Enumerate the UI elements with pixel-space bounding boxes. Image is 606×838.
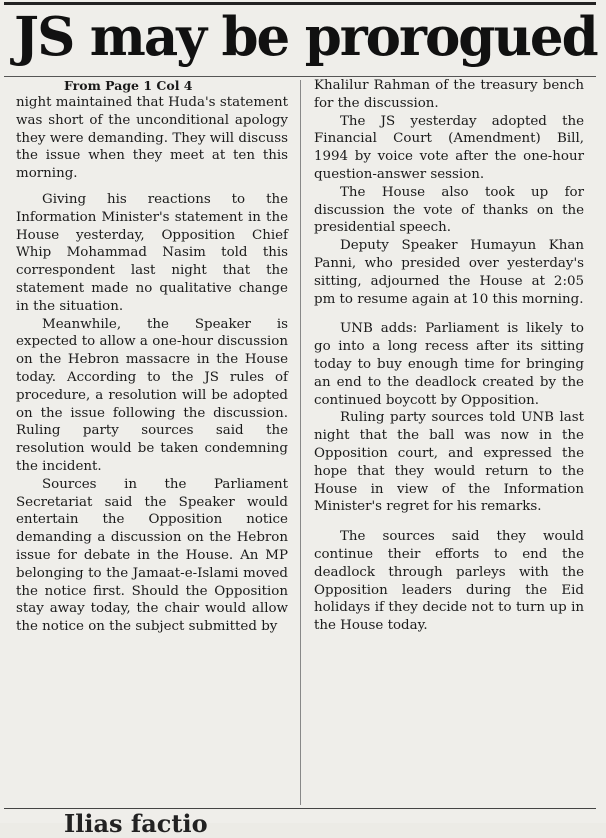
column-right	[314, 77, 584, 635]
paragraph: The sources said they would continue their efforts to end the deadlock through parleys with the Opposition leaders during the Eid holidays if they decide not to turn up in the House today.	[314, 529, 584, 634]
paragraph: Giving his reactions to the Information Minister's statement in the House yesterday, Opposition Chief Whip Mohammad Nasim told this correspondent last night that the statement made no qualitative change in the situation.	[16, 191, 288, 314]
paragraph: Khalilur Rahman of the treasury bench for the discussion.	[314, 78, 584, 111]
paragraph: Sources in the Parliament Secretariat said the Speaker would entertain the Opposition notice demanding a discussion on the Hebron issue for debate in the House. An MP belonging to the Jamaat-e-Islami moved the notice first. Should the Opposition stay away today, the chair would allow the notice on the subject submitted by	[16, 476, 288, 635]
paragraph: UNB adds: Parliament is likely to go into a long recess after its sitting today to buy enough time for bringing an end to the deadlock created by the continued boycott by Opposition.	[314, 321, 584, 408]
column-divider	[300, 80, 301, 805]
paragraph: The JS yesterday adopted the Financial Court (Amendment) Bill, 1994 by voice vote after the one-hour question-answer session.	[314, 113, 584, 182]
column-left	[16, 77, 288, 636]
next-headline-fragment: Ilias factio	[64, 809, 208, 838]
paragraph: Deputy Speaker Humayun Khan Panni, who presided over yesterday's sitting, adjourned the House at 2:05 pm to resume again at 10 this morning.	[314, 238, 584, 307]
headline: JS may be prorogued	[14, 6, 597, 68]
paragraph: night maintained that Huda's statement was short of the unconditional apology they were demanding. They will discuss the issue when they meet at ten this morning.	[16, 95, 288, 182]
paragraph: Meanwhile, the Speaker is expected to allow a one-hour discussion on the Hebron massacre in the House today. According to the JS rules of procedure, a resolution will be adopted on the issue following the discussion. Ruling party sources said the resolution would be taken condemning the incident.	[16, 316, 288, 474]
dateline: From Page 1 Col 4	[64, 78, 193, 93]
paragraph: Ruling party sources told UNB last night that the ball was now in the Opposition court, and expressed the hope that they would return to the House in view of the Information Minister's regret for his remarks.	[314, 410, 584, 515]
paragraph: The House also took up for discussion the vote of thanks on the presidential speech.	[314, 184, 584, 236]
